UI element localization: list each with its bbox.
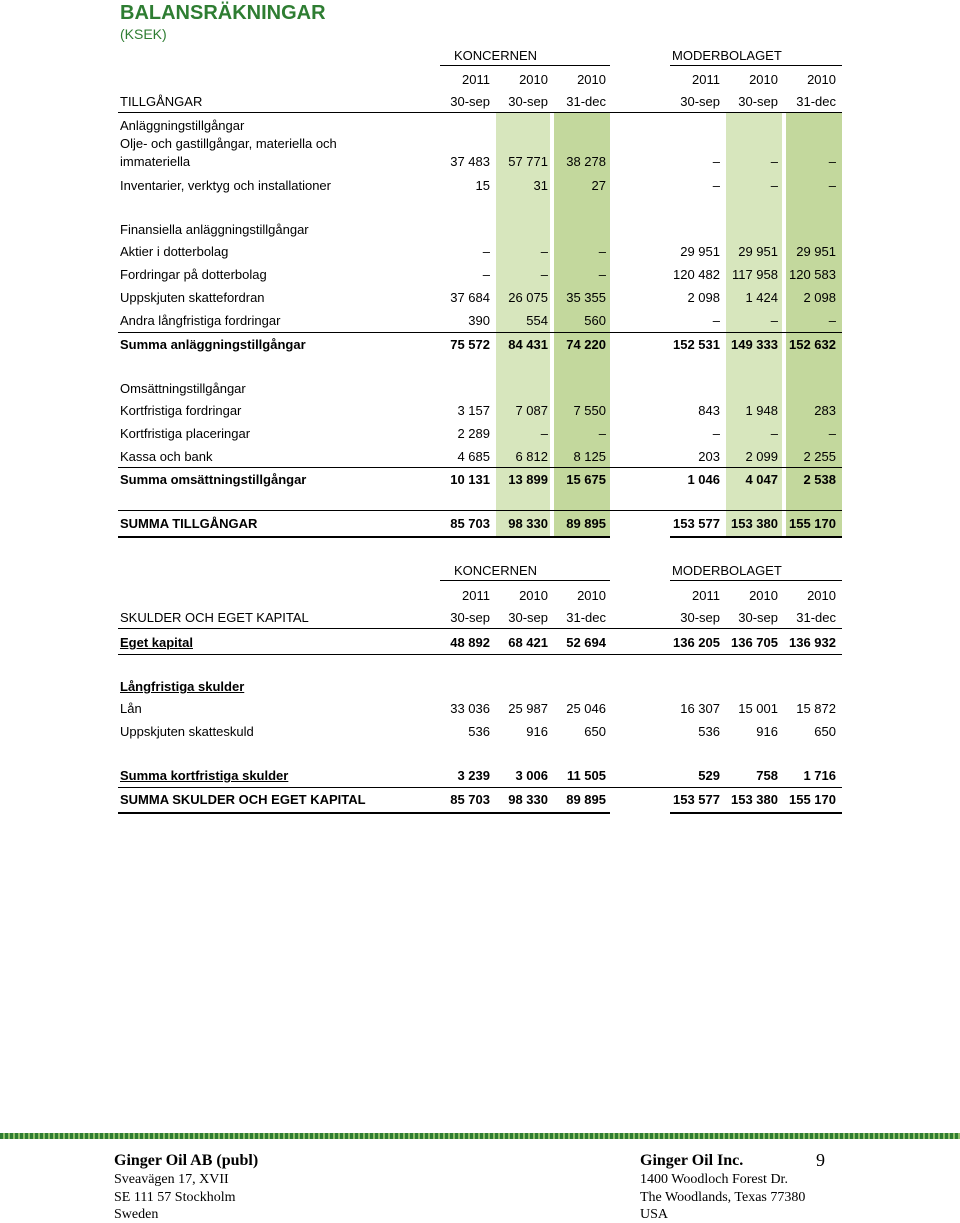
table-row [118, 287, 842, 309]
total-row [118, 334, 842, 356]
row-label: Andra långfristiga fordringar [120, 313, 281, 328]
year-header-row [118, 585, 842, 607]
cell: – [770, 426, 778, 441]
cell: 1 424 [745, 290, 778, 305]
row-label: Fordringar på dotterbolag [120, 267, 267, 282]
date-cell: 31-dec [566, 610, 606, 625]
cell: 2 255 [803, 449, 836, 464]
cell: 2 098 [687, 290, 720, 305]
date-header-row [118, 607, 842, 629]
cell: 37 684 [450, 290, 490, 305]
cell: 758 [756, 768, 778, 783]
grand-total-row [118, 513, 842, 535]
cell: 98 330 [508, 792, 548, 807]
cell: 650 [584, 724, 606, 739]
row-label: Summa anläggningstillgångar [120, 337, 306, 352]
row-label: immateriella [120, 154, 191, 169]
cell: 153 380 [731, 516, 778, 531]
date-cell: 30-sep [738, 94, 778, 109]
cell: 29 951 [796, 244, 836, 259]
cell: 155 170 [789, 792, 836, 807]
cell: – [770, 178, 778, 193]
cell: 149 333 [731, 337, 778, 352]
cell: 74 220 [566, 337, 606, 352]
cell: 15 001 [738, 701, 778, 716]
cell: 120 482 [673, 267, 720, 282]
footer-rule [0, 1133, 960, 1139]
cell: 152 632 [789, 337, 836, 352]
footer-left-city: SE 111 57 Stockholm [114, 1190, 236, 1205]
cell: – [828, 313, 836, 328]
table-row [118, 175, 842, 197]
cell: – [482, 267, 490, 282]
cell: 27 [591, 178, 606, 193]
footer-right-city: The Woodlands, Texas 77380 [640, 1190, 806, 1205]
cell: 10 131 [450, 472, 490, 487]
cell: 13 899 [508, 472, 548, 487]
footer-left-street: Sveavägen 17, XVII [114, 1172, 229, 1187]
group-header-koncernen: KONCERNEN [454, 48, 538, 63]
date-cell: 30-sep [508, 94, 548, 109]
total-row [118, 765, 842, 787]
total-row [118, 469, 842, 491]
table-row [118, 698, 842, 720]
footer-right-company: Ginger Oil Inc. [640, 1152, 744, 1169]
year-cell: 2011 [462, 72, 490, 87]
cell: 25 046 [566, 701, 606, 716]
section-heading: Långfristiga skulder [120, 679, 245, 694]
date-cell: 30-sep [450, 94, 490, 109]
cell: 7 087 [515, 403, 548, 418]
cell: 38 278 [566, 154, 606, 169]
section-heading: Finansiella anläggningstillgångar [120, 222, 309, 237]
cell: 136 932 [789, 635, 836, 650]
footer-right-street: 1400 Woodloch Forest Dr. [640, 1172, 788, 1187]
divider [118, 787, 842, 788]
cell: 3 157 [457, 403, 490, 418]
cell: 84 431 [508, 337, 548, 352]
row-label: Uppskjuten skattefordran [120, 290, 265, 305]
cell: 25 987 [508, 701, 548, 716]
cell: 536 [698, 724, 720, 739]
cell: – [712, 154, 720, 169]
cell: – [598, 244, 606, 259]
cell: – [712, 178, 720, 193]
divider [670, 536, 842, 538]
date-cell: 30-sep [738, 610, 778, 625]
footer-right-country: USA [640, 1207, 669, 1222]
cell: 560 [584, 313, 606, 328]
divider [670, 65, 842, 66]
date-cell: 31-dec [566, 94, 606, 109]
cell: – [540, 244, 548, 259]
cell: 153 577 [673, 516, 720, 531]
cell: 15 675 [566, 472, 606, 487]
year-cell: 2010 [519, 72, 548, 87]
cell: 8 125 [573, 449, 606, 464]
cell: 35 355 [566, 290, 606, 305]
divider [118, 332, 842, 333]
table-row [118, 310, 842, 332]
group-header-koncernen: KONCERNEN [454, 563, 538, 578]
cell: 136 205 [673, 635, 720, 650]
cell: – [828, 178, 836, 193]
table-row [118, 151, 842, 173]
cell: 529 [698, 768, 720, 783]
cell: 120 583 [789, 267, 836, 282]
cell: – [712, 426, 720, 441]
cell: 3 006 [515, 768, 548, 783]
page-subtitle: (KSEK) [120, 26, 167, 42]
row-label: SUMMA SKULDER OCH EGET KAPITAL [120, 792, 366, 807]
cell: – [540, 267, 548, 282]
cell: 536 [468, 724, 490, 739]
date-cell: 31-dec [796, 94, 836, 109]
cell: 98 330 [508, 516, 548, 531]
assets-heading: TILLGÅNGAR [120, 94, 203, 109]
cell: – [598, 426, 606, 441]
cell: 1 948 [745, 403, 778, 418]
table-row [118, 721, 842, 743]
cell: 916 [526, 724, 548, 739]
year-cell: 2011 [692, 588, 720, 603]
cell: 29 951 [680, 244, 720, 259]
year-cell: 2010 [749, 588, 778, 603]
footer-left-company: Ginger Oil AB (publ) [114, 1152, 259, 1169]
cell: 37 483 [450, 154, 490, 169]
cell: 554 [526, 313, 548, 328]
row-label: Olje- och gastillgångar, materiella och [120, 136, 337, 151]
cell: 52 694 [566, 635, 606, 650]
cell: – [828, 154, 836, 169]
cell: 7 550 [573, 403, 606, 418]
row-label: Kortfristiga fordringar [120, 403, 242, 418]
cell: 2 289 [457, 426, 490, 441]
cell: 75 572 [450, 337, 490, 352]
divider [118, 628, 842, 629]
date-header-row [118, 91, 842, 113]
cell: 153 380 [731, 792, 778, 807]
section-heading: Omsättningstillgångar [120, 381, 246, 396]
cell: – [482, 244, 490, 259]
cell: 6 812 [515, 449, 548, 464]
cell: 31 [533, 178, 548, 193]
cell: 15 872 [796, 701, 836, 716]
date-cell: 30-sep [680, 94, 720, 109]
row-label: Summa omsättningstillgångar [120, 472, 307, 487]
cell: 1 046 [687, 472, 720, 487]
date-cell: 30-sep [680, 610, 720, 625]
cell: 650 [814, 724, 836, 739]
cell: 203 [698, 449, 720, 464]
cell: 916 [756, 724, 778, 739]
cell: 48 892 [450, 635, 490, 650]
date-cell: 31-dec [796, 610, 836, 625]
section-heading: Anläggningstillgångar [120, 118, 245, 133]
cell: 4 047 [745, 472, 778, 487]
divider [118, 467, 842, 468]
cell: 4 685 [457, 449, 490, 464]
cell: – [712, 313, 720, 328]
cell: 3 239 [457, 768, 490, 783]
cell: 29 951 [738, 244, 778, 259]
cell: 2 098 [803, 290, 836, 305]
divider [670, 812, 842, 814]
year-cell: 2010 [577, 72, 606, 87]
cell: 153 577 [673, 792, 720, 807]
page-number: 9 [816, 1150, 825, 1170]
liabilities-heading: SKULDER OCH EGET KAPITAL [120, 610, 309, 625]
table-row [118, 400, 842, 422]
cell: 2 099 [745, 449, 778, 464]
page-title: BALANSRÄKNINGAR [120, 2, 326, 24]
cell: 152 531 [673, 337, 720, 352]
year-cell: 2011 [462, 588, 490, 603]
group-header-moderbolaget: MODERBOLAGET [672, 48, 782, 63]
cell: – [540, 426, 548, 441]
cell: 89 895 [566, 516, 606, 531]
year-cell: 2010 [749, 72, 778, 87]
cell: 136 705 [731, 635, 778, 650]
cell: – [598, 267, 606, 282]
year-cell: 2010 [807, 588, 836, 603]
year-header-row [118, 69, 842, 91]
year-cell: 2010 [577, 588, 606, 603]
year-cell: 2011 [692, 72, 720, 87]
cell: 85 703 [450, 516, 490, 531]
cell: 15 [475, 178, 490, 193]
row-label: Lån [120, 701, 142, 716]
divider [118, 536, 610, 538]
year-cell: 2010 [519, 588, 548, 603]
row-label: Aktier i dotterbolag [120, 244, 229, 259]
divider [118, 112, 842, 113]
cell: 85 703 [450, 792, 490, 807]
row-label: Inventarier, verktyg och installationer [120, 178, 331, 193]
cell: 155 170 [789, 516, 836, 531]
cell: 16 307 [680, 701, 720, 716]
date-cell: 30-sep [450, 610, 490, 625]
table-row [118, 264, 842, 286]
cell: 117 958 [731, 267, 778, 282]
cell: 283 [814, 403, 836, 418]
divider [118, 812, 610, 814]
row-label: Kassa och bank [120, 449, 213, 464]
divider [440, 580, 610, 581]
cell: – [770, 154, 778, 169]
divider [118, 510, 842, 511]
year-cell: 2010 [807, 72, 836, 87]
divider [440, 65, 610, 66]
cell: 843 [698, 403, 720, 418]
cell: 68 421 [508, 635, 548, 650]
cell: 57 771 [508, 154, 548, 169]
cell: 33 036 [450, 701, 490, 716]
section-heading-row [118, 219, 842, 241]
divider [118, 654, 842, 655]
group-header-moderbolaget: MODERBOLAGET [672, 563, 782, 578]
row-label: Kortfristiga placeringar [120, 426, 251, 441]
cell: 89 895 [566, 792, 606, 807]
divider [670, 580, 842, 581]
row-label: SUMMA TILLGÅNGAR [120, 516, 258, 531]
cell: 11 505 [566, 768, 606, 783]
section-heading-row [118, 378, 842, 400]
section-heading-row [118, 676, 842, 698]
cell: 390 [468, 313, 490, 328]
cell: 26 075 [508, 290, 548, 305]
grand-total-row [118, 789, 842, 811]
table-row [118, 632, 842, 654]
cell: – [770, 313, 778, 328]
date-cell: 30-sep [508, 610, 548, 625]
row-label: Uppskjuten skatteskuld [120, 724, 254, 739]
table-row [118, 241, 842, 263]
table-row [118, 446, 842, 468]
row-label: Eget kapital [120, 635, 193, 650]
row-label: Summa kortfristiga skulder [120, 768, 289, 783]
cell: – [828, 426, 836, 441]
footer-left-country: Sweden [114, 1207, 159, 1222]
table-row [118, 423, 842, 445]
cell: 1 716 [803, 768, 836, 783]
cell: 2 538 [803, 472, 836, 487]
